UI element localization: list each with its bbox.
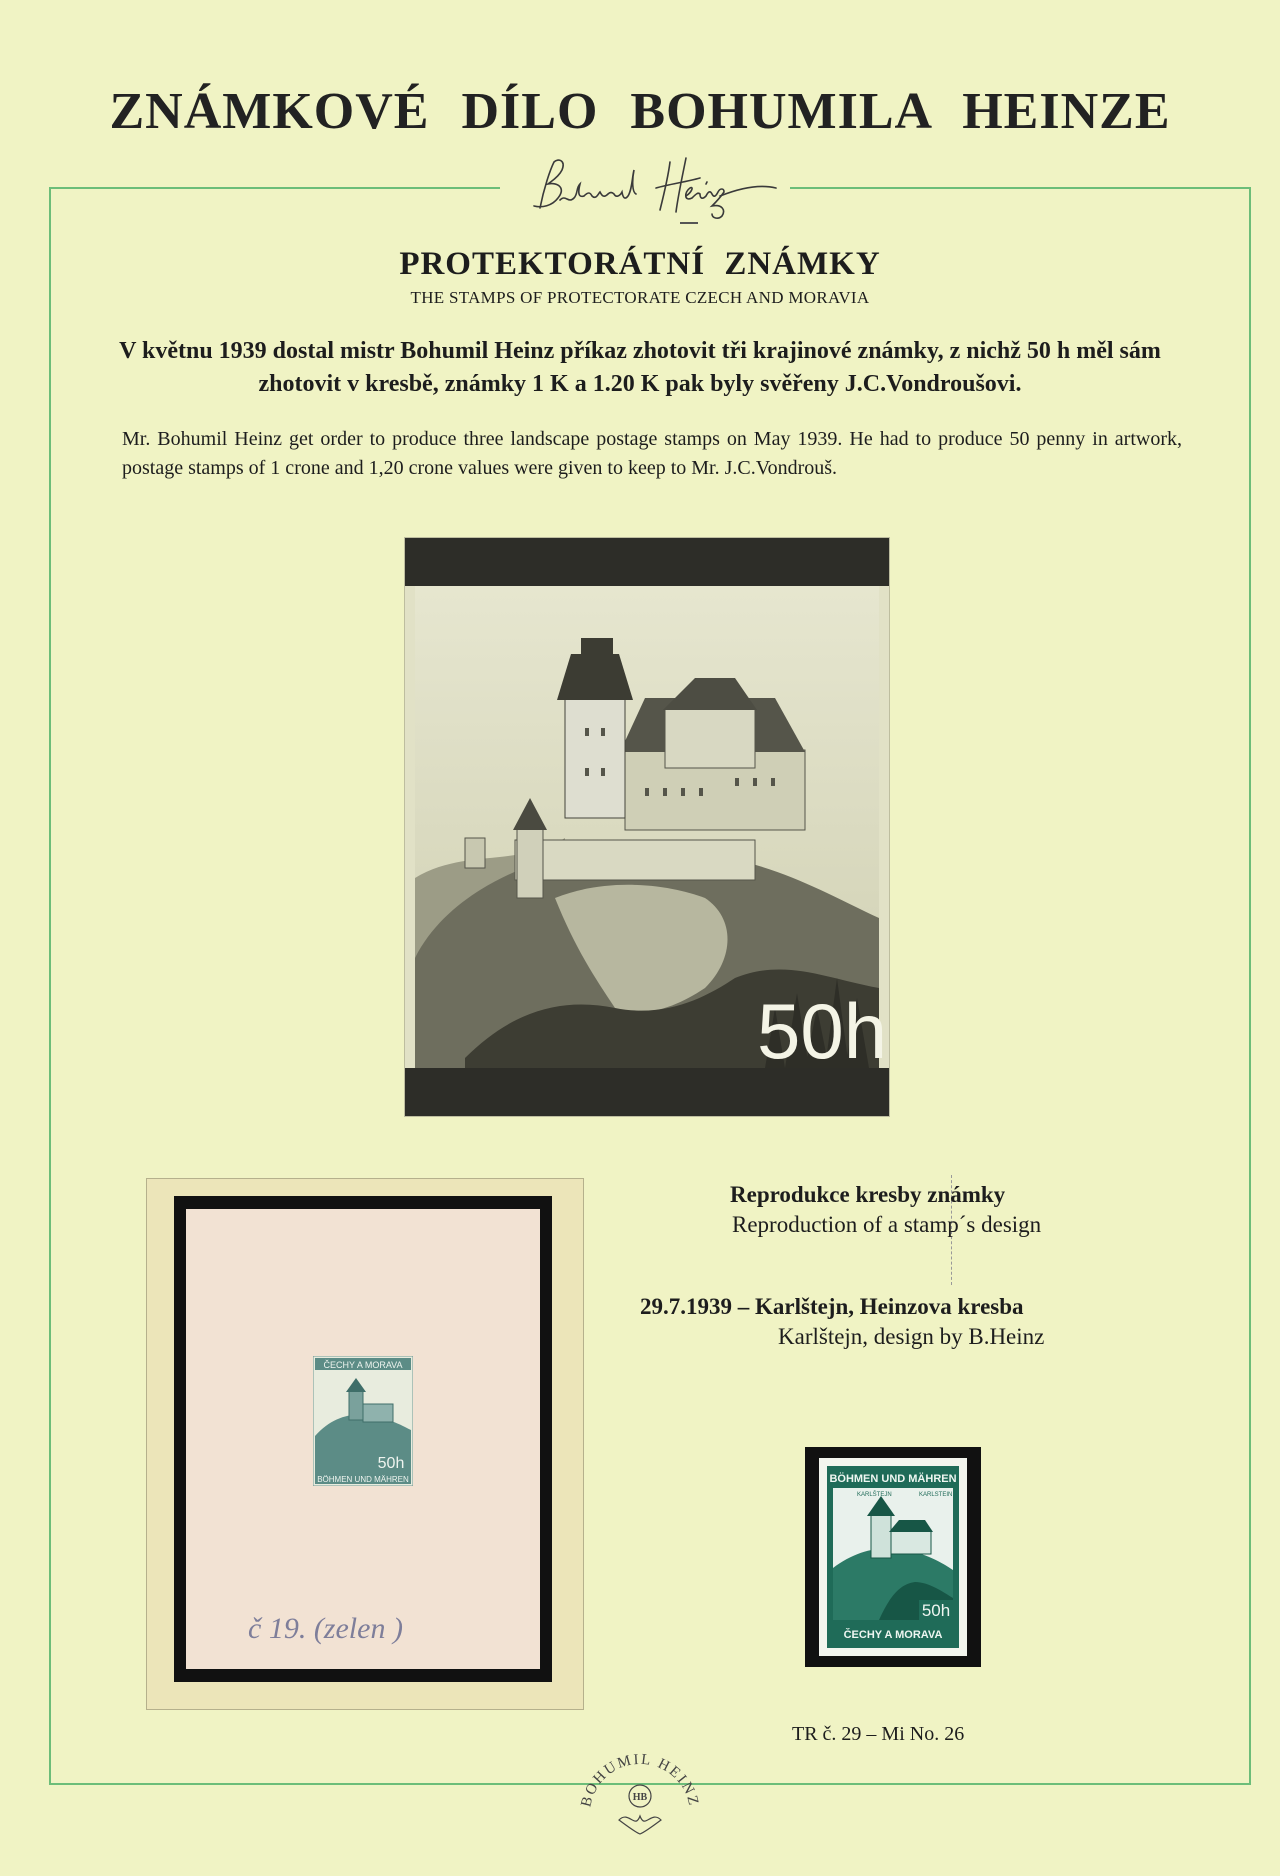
signature [510, 148, 790, 238]
intro-czech: V květnu 1939 dostal mistr Bohumil Heinz příkaz zhotovit tři krajinové známky, z nichž 50 h měl sám zhotovit v kresbě, známky 1 K a 1.20 K pak byly svěřeny J.C.Vondroušovi. [119, 338, 1161, 397]
mint-bottom-text: ČECHY A MORAVA [843, 1629, 943, 1641]
caption-date-english: Karlštejn, design by B.Heinz [778, 1324, 1045, 1349]
section-subheading: THE STAMPS OF PROTECTORATE CZECH AND MORAVIA [410, 288, 870, 307]
caption-date-czech: 29.7.1939 – Karlštejn, Heinzova kresba [640, 1294, 1024, 1319]
mint-place-de: KARLSTEIN [919, 1492, 953, 1498]
monogram-text: BOHUMIL HEINZ [578, 1751, 702, 1809]
proof-top-text: ČECHY A MORAVA [323, 1360, 403, 1370]
proof-bottom-text: BÖHMEN UND MÄHREN [317, 1475, 409, 1484]
monogram-initials: HB [632, 1792, 648, 1803]
heinz-monogram-seal [575, 1734, 705, 1846]
drawing-value-label: 50h [757, 987, 888, 1075]
caption-reproduction-czech: Reprodukce kresby známky [730, 1182, 1006, 1207]
karlstejn-drawing-illustration [405, 538, 889, 1116]
proof-value: 50h [377, 1455, 405, 1472]
signature-dash [680, 222, 698, 224]
proof-stamp-image [313, 1356, 413, 1486]
mint-stamp-image [819, 1458, 967, 1656]
caption-reproduction-english: Reproduction of a stamp´s design [732, 1212, 1042, 1237]
stamp-drawing [404, 537, 890, 1117]
section-heading: PROTEKTORÁTNÍ ZNÁMKY [399, 246, 881, 282]
page-title: ZNÁMKOVÉ DÍLO BOHUMILA HEINZE [109, 83, 1171, 140]
catalog-number: TR č. 29 – Mi No. 26 [792, 1723, 965, 1745]
proof-pencil-note: č 19. (zelen ) [248, 1612, 403, 1645]
mint-value: 50h [921, 1601, 951, 1620]
mint-place-cz: KARLŠTEJN [857, 1492, 892, 1498]
mint-top-text: BÖHMEN UND MÄHREN [829, 1473, 957, 1485]
intro-english: Mr. Bohumil Heinz get order to produce three landscape postage stamps on May 1939. He had to produce 50 penny in artwork, postage stamps of 1 crone and 1,20 crone values were given to keep to Mr. J.C.Vondrouš. [122, 428, 1182, 479]
